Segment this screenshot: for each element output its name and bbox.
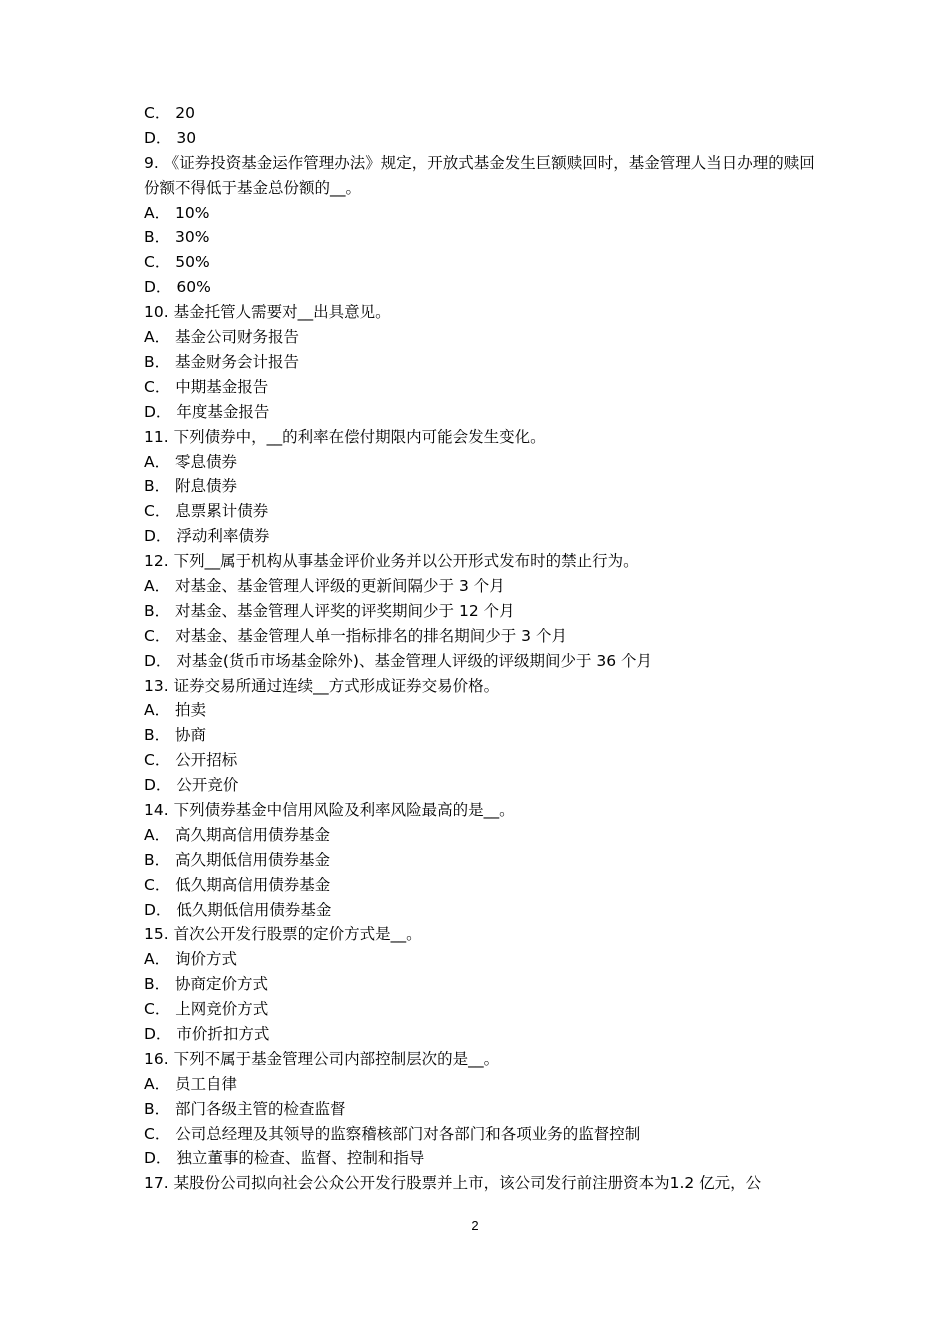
question-11: 11. 下列债券中，__的利率在偿付期限内可能会发生变化。	[144, 427, 546, 446]
question-17: 17. 某股份公司拟向社会公众公开发行股票并上市，该公司发行前注册资本为1.2 亿元，公	[144, 1174, 762, 1193]
option-b-q15: B． 协商定价方式	[144, 975, 269, 994]
option-b-q12: B． 对基金、基金管理人评奖的评奖期间少于 12 个月	[144, 601, 515, 620]
option-c-q9: C． 50%	[144, 253, 210, 272]
option-c-q10: C． 中期基金报告	[144, 377, 269, 396]
question-12: 12. 下列__属于机构从事基金评价业务并以公开形式发布时的禁止行为。	[144, 552, 639, 571]
option-c-q8: C． 20	[144, 104, 195, 122]
option-d-q11: D． 浮动利率债券	[144, 527, 270, 546]
option-d-q9: D． 60%	[144, 278, 211, 297]
question-13: 13. 证券交易所通过连续__方式形成证券交易价格。	[144, 676, 500, 695]
question-16: 16. 下列不属于基金管理公司内部控制层次的是__。	[144, 1049, 500, 1068]
option-d-q8: D． 30	[144, 128, 197, 147]
question-10: 10. 基金托管人需要对__出具意见。	[144, 303, 391, 322]
document-body	[144, 101, 816, 1196]
option-d-q14: D． 低久期低信用债券基金	[144, 900, 332, 919]
option-b-q11: B． 附息债券	[144, 477, 238, 496]
option-a-q15: A． 询价方式	[144, 950, 238, 969]
option-a-q12: A． 对基金、基金管理人评级的更新间隔少于 3 个月	[144, 576, 505, 595]
option-b-q16: B． 部门各级主管的检查监督	[144, 1099, 346, 1118]
page-number: 2	[471, 1218, 479, 1233]
option-b-q13: B． 协商	[144, 726, 207, 745]
option-c-q12: C． 对基金、基金管理人单一指标排名的排名期间少于 3 个月	[144, 626, 567, 645]
option-c-q13: C． 公开招标	[144, 751, 238, 770]
option-d-q16: D． 独立董事的检查、监督、控制和指导	[144, 1149, 425, 1168]
option-a-q13: A． 拍卖	[144, 701, 207, 720]
option-a-q11: A． 零息债券	[144, 452, 238, 471]
option-b-q10: B． 基金财务会计报告	[144, 352, 300, 371]
option-c-q16: C． 公司总经理及其领导的监察稽核部门对各部门和各项业务的监督控制	[144, 1124, 641, 1143]
option-a-q16: A． 员工自律	[144, 1074, 238, 1093]
option-a-q10: A． 基金公司财务报告	[144, 328, 300, 347]
option-c-q15: C． 上网竞价方式	[144, 1000, 269, 1019]
option-d-q15: D． 市价折扣方式	[144, 1024, 270, 1043]
option-c-q11: C． 息票累计债券	[144, 502, 269, 521]
option-b-q9: B． 30%	[144, 228, 210, 247]
option-c-q14: C． 低久期高信用债券基金	[144, 875, 331, 894]
question-15: 15. 首次公开发行股票的定价方式是__。	[144, 925, 422, 944]
option-a-q9: A． 10%	[144, 203, 210, 222]
question-9: 9. 《证券投资基金运作管理办法》规定，开放式基金发生巨额赎回时，基金管理人当日办理的赎回份额不得低于基金总份额的__。	[144, 153, 815, 197]
option-d-q13: D． 公开竞价	[144, 776, 239, 795]
option-d-q10: D． 年度基金报告	[144, 402, 270, 421]
question-14: 14. 下列债券基金中信用风险及利率风险最高的是__。	[144, 800, 515, 819]
option-a-q14: A． 高久期高信用债券基金	[144, 825, 331, 844]
option-d-q12: D． 对基金(货币市场基金除外)、基金管理人评级的评级期间少于 36 个月	[144, 651, 653, 670]
option-b-q14: B． 高久期低信用债券基金	[144, 850, 331, 869]
